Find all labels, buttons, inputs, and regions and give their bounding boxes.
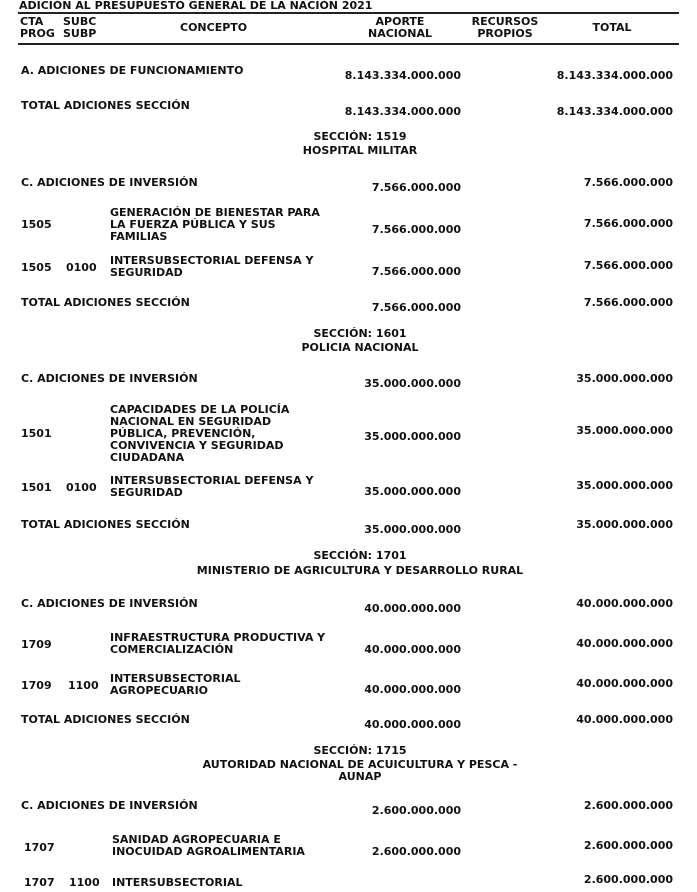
- row-cta: 1707: [24, 841, 55, 854]
- row-total: 35.000.000.000: [576, 424, 673, 437]
- row-aporte: 40.000.000.000: [364, 602, 461, 615]
- row-concepto: C. ADICIONES DE INVERSIÓN: [21, 597, 198, 610]
- row-cta: 1501: [21, 427, 52, 440]
- row-total: 35.000.000.000: [576, 372, 673, 385]
- row-total: 40.000.000.000: [576, 637, 673, 650]
- row-concepto: CAPACIDADES DE LA POLICÍA NACIONAL EN SEGURIDAD PÚBLICA, PREVENCIÓN, CONVIVENCIA Y SEGURIDAD CIUDADANA: [110, 403, 290, 464]
- row-total: 40.000.000.000: [576, 597, 673, 610]
- row-concepto: TOTAL ADICIONES SECCIÓN: [21, 713, 190, 726]
- row-concepto: TOTAL ADICIONES SECCIÓN: [21, 518, 190, 531]
- row-aporte: 7.566.000.000: [371, 181, 461, 194]
- row-subc: 1100: [69, 876, 100, 889]
- row-aporte: 2.600.000.000: [371, 845, 461, 858]
- row-aporte: 35.000.000.000: [364, 377, 461, 390]
- row-cta: 1505: [21, 261, 52, 274]
- title-rule: [18, 12, 679, 14]
- row-aporte: 2.600.000.000: [371, 804, 461, 817]
- section-number: SECCIÓN: 1519: [313, 130, 407, 143]
- row-aporte: 40.000.000.000: [364, 718, 461, 731]
- row-aporte: 40.000.000.000: [364, 683, 461, 696]
- row-total: 8.143.334.000.000: [556, 69, 673, 82]
- row-total: 35.000.000.000: [576, 479, 673, 492]
- header-rule: [18, 43, 679, 45]
- row-total: 40.000.000.000: [576, 713, 673, 726]
- row-concepto: C. ADICIONES DE INVERSIÓN: [21, 176, 198, 189]
- row-total: 7.566.000.000: [583, 176, 673, 189]
- row-cta: 1709: [21, 679, 52, 692]
- row-subc: 0100: [66, 261, 97, 274]
- header-cta-prog: CTA PROG: [20, 15, 55, 40]
- row-cta: 1709: [21, 638, 52, 651]
- row-concepto: TOTAL ADICIONES SECCIÓN: [21, 296, 190, 309]
- row-total: 2.600.000.000: [583, 873, 673, 886]
- row-cta: 1707: [24, 876, 55, 889]
- section-name: MINISTERIO DE AGRICULTURA Y DESARROLLO RURAL: [196, 564, 524, 577]
- section-number: SECCIÓN: 1601: [313, 327, 407, 340]
- row-total: 7.566.000.000: [583, 259, 673, 272]
- row-concepto: C. ADICIONES DE INVERSIÓN: [21, 372, 198, 385]
- row-aporte: 7.566.000.000: [371, 301, 461, 314]
- row-total: 2.600.000.000: [583, 799, 673, 812]
- row-aporte: 8.143.334.000.000: [344, 69, 461, 82]
- header-total: TOTAL: [592, 21, 632, 34]
- header-subc-subp: SUBC SUBP: [63, 15, 97, 40]
- row-aporte: 7.566.000.000: [371, 223, 461, 236]
- row-aporte: 35.000.000.000: [364, 485, 461, 498]
- row-aporte: 8.143.334.000.000: [344, 105, 461, 118]
- row-cta: 1501: [21, 481, 52, 494]
- row-concepto: INFRAESTRUCTURA PRODUCTIVA Y COMERCIALIZACIÓN: [110, 631, 326, 656]
- row-concepto: SANIDAD AGROPECUARIA E INOCUIDAD AGROALIMENTARIA: [112, 833, 305, 858]
- row-concepto: INTERSUBSECTORIAL AGROPECUARIO: [110, 672, 241, 697]
- section-name: AUTORIDAD NACIONAL DE ACUICULTURA Y PESCA - AUNAP: [202, 758, 518, 783]
- row-total: 40.000.000.000: [576, 677, 673, 690]
- section-name: POLICIA NACIONAL: [301, 341, 419, 354]
- page-title: ADICIÓN AL PRESUPUESTO GENERAL DE LA NACIÓN 2021: [19, 0, 373, 12]
- header-concepto: CONCEPTO: [180, 21, 248, 34]
- row-aporte: 40.000.000.000: [364, 643, 461, 656]
- section-number: SECCIÓN: 1701: [313, 549, 407, 562]
- row-concepto: INTERSUBSECTORIAL DEFENSA Y SEGURIDAD: [110, 254, 314, 279]
- header-aporte-nacional: APORTE NACIONAL: [368, 15, 432, 40]
- row-cta: 1505: [21, 218, 52, 231]
- row-subc: 0100: [66, 481, 97, 494]
- row-total: 2.600.000.000: [583, 839, 673, 852]
- row-aporte: 7.566.000.000: [371, 265, 461, 278]
- row-total: 35.000.000.000: [576, 518, 673, 531]
- row-concepto: GENERACIÓN DE BIENESTAR PARA LA FUERZA PÚBLICA Y SUS FAMILIAS: [110, 206, 320, 243]
- row-total: 7.566.000.000: [583, 296, 673, 309]
- row-aporte: 35.000.000.000: [364, 430, 461, 443]
- row-concepto: A. ADICIONES DE FUNCIONAMIENTO: [21, 64, 244, 77]
- section-number: SECCIÓN: 1715: [313, 744, 407, 757]
- row-total: 8.143.334.000.000: [556, 105, 673, 118]
- row-concepto: C. ADICIONES DE INVERSIÓN: [21, 799, 198, 812]
- row-concepto: TOTAL ADICIONES SECCIÓN: [21, 99, 190, 112]
- row-subc: 1100: [68, 679, 99, 692]
- row-total: 7.566.000.000: [583, 217, 673, 230]
- row-aporte: 35.000.000.000: [364, 523, 461, 536]
- header-recursos-propios: RECURSOS PROPIOS: [471, 15, 539, 40]
- row-concepto: INTERSUBSECTORIAL: [112, 876, 243, 889]
- row-concepto: INTERSUBSECTORIAL DEFENSA Y SEGURIDAD: [110, 474, 314, 499]
- section-name: HOSPITAL MILITAR: [302, 144, 418, 157]
